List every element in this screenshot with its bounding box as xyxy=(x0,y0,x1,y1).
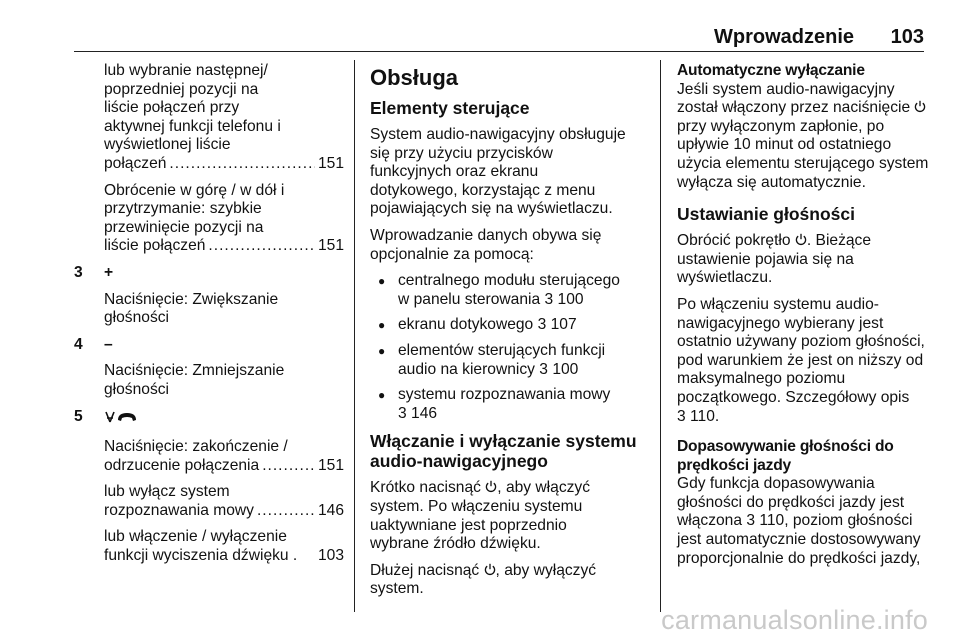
speed-volume-paragraph: Gdy funkcja dopasowywania głośności do prędkości jazdy jest włączona 3 110, poziom głośności jest automatycznie dostosowywany proporcjonalnie do prędkości jazdy, xyxy=(677,475,921,567)
volume-paragraph: Obrócić pokrętło . Bieżące ustawienie pojawia się na wyświetlaczu. xyxy=(677,232,872,287)
power-icon xyxy=(484,562,496,579)
auto-off-heading: Automatyczne wyłączanie xyxy=(677,62,865,79)
phone-end-icon xyxy=(104,409,138,431)
auto-off-paragraph: Jeśli system audio-nawigacyjny został włączony przez naciśnięcie przy wyłączonym zapłonie, po upływie 10 minut od ostatniego użycia elementu sterującego system wyłącza się automatycznie. xyxy=(677,80,929,191)
power-on-paragraph: Krótko nacisnąć , aby włączyć system. Po włączeniu systemu uaktywniane jest poprzednio wybrane źródło dźwięku. xyxy=(370,479,591,553)
toc-line: odrzucenie połączenia ..... 151 xyxy=(104,457,344,476)
list-item: ● ekranu dotykowego 3 107 xyxy=(370,316,638,335)
input-paragraph: Wprowadzanie danych obywa się opcjonalnie za pomocą: xyxy=(370,226,602,263)
power-icon xyxy=(795,232,807,249)
item-3-row: 3 + xyxy=(74,263,114,281)
item-3-desc: Naciśnięcie: Zwiększanie głośności xyxy=(104,290,279,327)
input-methods-list xyxy=(370,272,638,423)
column-left xyxy=(74,62,344,574)
speed-volume-heading: Dopasowywanie głośności do prędkości jazdy xyxy=(677,438,894,474)
ref-arrow-icon: 3 xyxy=(539,360,548,378)
item-4-desc: Naciśnięcie: Zmniejszanie głośności xyxy=(104,362,285,398)
ref-arrow-icon: 3 xyxy=(544,290,554,308)
list-item: ● elementów sterujących funkcji audio na kierownicy 3 100 xyxy=(370,342,638,379)
intro-paragraph: lub wybranie następnej/ poprzedniej pozycji na liście połączeń przy aktywnej funkcji telefonu i wyświetlonej liście połączeń ..... 151 xyxy=(104,62,344,174)
volume-heading: Ustawianie głośności xyxy=(677,204,855,225)
item-4-row: 4 – xyxy=(74,335,113,353)
watermark: carmanualsonline.info xyxy=(661,605,928,635)
item-5-desc: Naciśnięcie: zakończenie / odrzucenie połączenia ..... 151 lub wyłącz system rozpoznawania mowy ..... 146 lub włączenie / wyłączenie funkcji wyciszenia dźwięku . 103 xyxy=(74,438,344,566)
toc-line: rozpoznawania mowy ..... 146 xyxy=(104,502,344,521)
power-heading: Włączanie i wyłączanie systemu audio-nawigacyjnego xyxy=(370,431,637,472)
ref-arrow-icon: 3 xyxy=(746,512,756,530)
item-5-row: 5 xyxy=(74,408,344,431)
header-rule xyxy=(74,51,924,52)
column-divider-2 xyxy=(660,60,661,612)
column-right xyxy=(677,62,932,576)
intro-block xyxy=(74,62,344,256)
toc-line: liście połączeń ..... 151 xyxy=(104,237,344,256)
ref-arrow-icon: 3 xyxy=(537,316,547,334)
page-number: 103 xyxy=(890,26,924,48)
list-item: ● systemu rozpoznawania mowy 3 146 xyxy=(370,386,638,423)
controls-paragraph: System audio-nawigacyjny obsługuje się przy użyciu przycisków funkcyjnych oraz ekranu dotykowego, korzystając z menu pojawiających się na wyświetlaczu. xyxy=(370,126,626,218)
power-icon xyxy=(914,99,926,116)
ref-arrow-icon: 3 xyxy=(677,407,686,425)
ref-arrow-icon: 3 xyxy=(398,404,407,422)
page-header xyxy=(0,0,960,56)
page-title: Wprowadzenie xyxy=(713,26,854,48)
section-heading: Obsługa xyxy=(370,65,459,90)
column-divider-1 xyxy=(354,60,355,612)
toc-line: połączeń ..... 151 xyxy=(104,155,344,174)
toc-line: funkcji wyciszenia dźwięku . 103 xyxy=(104,547,344,565)
turn-paragraph: Obrócenie w górę / w dół i przytrzymanie: szybkie przewinięcie pozycji na liście połączeń ..... 151 xyxy=(104,182,344,256)
power-off-paragraph: Dłużej nacisnąć , aby wyłączyć system. xyxy=(370,561,597,598)
volume-startup-paragraph: Po włączeniu systemu audio- nawigacyjnego wybierany jest ostatnio używany poziom głośności, pod warunkiem że jest on niższy od maksymalnego poziomu początkowego. Szczegółowy opis 3 110. xyxy=(677,295,925,425)
power-icon xyxy=(485,479,497,496)
subsection-heading: Elementy sterujące xyxy=(370,98,530,118)
list-item: ● centralnego modułu sterującego w panelu sterowania 3 100 xyxy=(370,272,638,309)
column-middle xyxy=(370,62,638,607)
